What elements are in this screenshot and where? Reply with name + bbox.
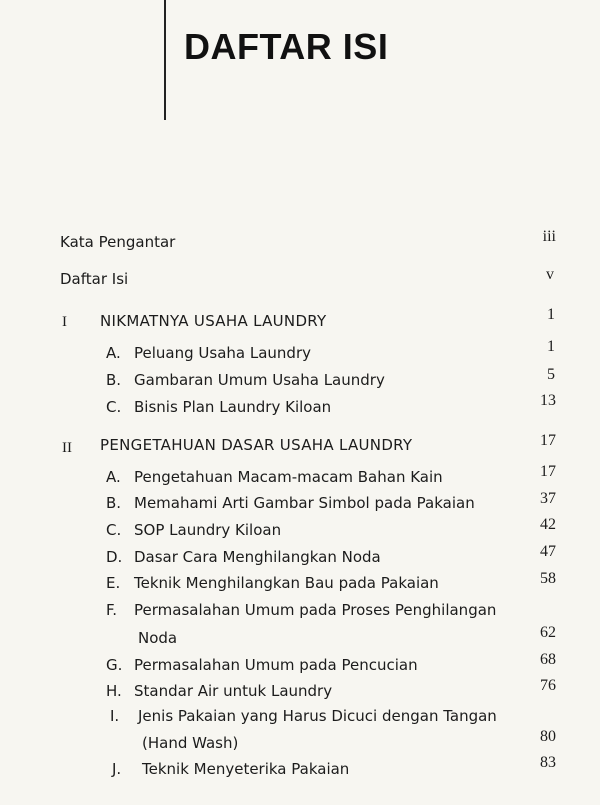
- section-title: Gambaran Umum Usaha Laundry: [134, 371, 385, 389]
- chapter-numeral: II: [62, 440, 72, 456]
- section-letter: E.: [106, 574, 121, 592]
- section-page: 80: [540, 728, 556, 745]
- section-title-continuation: (Hand Wash): [142, 734, 239, 752]
- section-letter: B.: [106, 494, 122, 512]
- section-title: Memahami Arti Gambar Simbol pada Pakaian: [134, 494, 475, 512]
- section-title: Teknik Menghilangkan Bau pada Pakaian: [134, 574, 439, 592]
- section-page: 58: [540, 570, 556, 587]
- section-page: 62: [540, 624, 556, 641]
- section-title: Peluang Usaha Laundry: [134, 344, 311, 362]
- section-title: Permasalahan Umum pada Pencucian: [134, 656, 418, 674]
- section-letter: I.: [110, 707, 120, 725]
- chapter-title: PENGETAHUAN DASAR USAHA LAUNDRY: [100, 436, 413, 454]
- section-title: Standar Air untuk Laundry: [134, 682, 333, 700]
- chapter-numeral: I: [62, 314, 67, 330]
- section-page: 83: [540, 754, 556, 771]
- section-page: 76: [540, 677, 556, 694]
- page-title: DAFTAR ISI: [184, 26, 389, 67]
- chapter-title: NIKMATNYA USAHA LAUNDRY: [100, 312, 327, 330]
- section-page: 13: [540, 392, 556, 409]
- toc-entry-page: iii: [542, 228, 556, 245]
- section-page: 47: [540, 543, 556, 560]
- section-letter: H.: [106, 682, 122, 700]
- section-page: 1: [547, 338, 555, 355]
- chapter-page: 17: [540, 432, 556, 449]
- section-letter: A.: [106, 344, 121, 362]
- section-title: Permasalahan Umum pada Proses Penghilangan: [134, 601, 497, 619]
- section-letter: C.: [106, 521, 122, 539]
- section-letter: C.: [106, 398, 122, 416]
- section-letter: B.: [106, 371, 122, 389]
- section-letter: D.: [106, 548, 123, 566]
- toc-entry-label: Kata Pengantar: [60, 233, 176, 251]
- section-letter: A.: [106, 468, 121, 486]
- chapter-page: 1: [547, 306, 555, 323]
- toc-entry-daftar-isi: [60, 270, 128, 288]
- section-page: 37: [540, 490, 556, 507]
- toc-entry-kata-pengantar: [60, 233, 175, 251]
- section-page: 68: [540, 651, 556, 668]
- section-title: Jenis Pakaian yang Harus Dicuci dengan Tangan: [138, 707, 497, 725]
- section-title: SOP Laundry Kiloan: [134, 521, 282, 539]
- section-title: Pengetahuan Macam-macam Bahan Kain: [134, 468, 443, 486]
- section-page: 17: [540, 463, 556, 480]
- section-title: Teknik Menyeterika Pakaian: [142, 760, 350, 778]
- section-page: 5: [547, 366, 555, 383]
- section-title: Bisnis Plan Laundry Kiloan: [134, 398, 332, 416]
- section-title-continuation: Noda: [138, 629, 178, 647]
- header-rule: [164, 0, 166, 120]
- section-letter: F.: [106, 601, 117, 619]
- toc-entry-page: v: [546, 266, 554, 283]
- toc-entry-label: Daftar Isi: [60, 270, 129, 288]
- section-page: 42: [540, 516, 556, 533]
- section-letter: G.: [106, 656, 123, 674]
- section-title: Dasar Cara Menghilangkan Noda: [134, 548, 381, 566]
- section-letter: J.: [112, 760, 122, 778]
